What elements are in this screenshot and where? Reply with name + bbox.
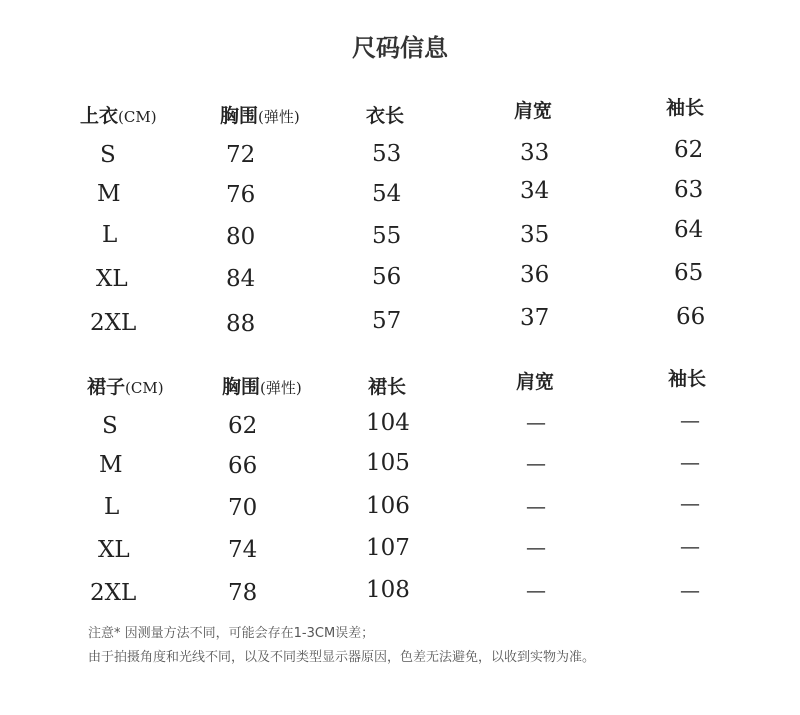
top-header-size-unit: (CM) — [118, 108, 157, 126]
skirt-row-l-sleeve: — — [680, 491, 700, 515]
skirt-row-xl-length: 107 — [366, 535, 410, 561]
skirt-row-m-size: M — [99, 452, 123, 478]
top-row-m-bust: 76 — [226, 182, 256, 208]
skirt-row-m-sleeve: — — [680, 450, 700, 474]
top-row-xl-sleeve: 65 — [674, 260, 704, 286]
top-row-l-shoulder: 35 — [520, 222, 550, 248]
measurement-note: 注意* 因测量方法不同，可能会存在1-3CM误差； — [88, 626, 375, 641]
skirt-row-xl-bust: 74 — [228, 537, 258, 563]
skirt-row-l-length: 106 — [366, 493, 410, 519]
top-header-shoulder: 肩宽 — [514, 100, 553, 122]
skirt-row-s-bust: 62 — [228, 413, 258, 439]
skirt-row-m-bust: 66 — [228, 453, 258, 479]
top-row-l-sleeve: 64 — [674, 217, 704, 243]
top-row-2xl-shoulder: 37 — [520, 305, 550, 331]
skirt-header-size-label: 裙子 — [87, 376, 126, 398]
skirt-row-2xl-bust: 78 — [228, 580, 258, 606]
top-row-l-length: 55 — [372, 223, 402, 249]
top-row-s-shoulder: 33 — [520, 140, 550, 166]
top-row-2xl-length: 57 — [372, 308, 402, 334]
top-row-m-size: M — [97, 181, 121, 207]
skirt-row-s-length: 104 — [366, 410, 410, 436]
skirt-row-l-bust: 70 — [228, 495, 258, 521]
skirt-header-bust — [222, 372, 302, 399]
top-row-m-shoulder: 34 — [520, 178, 550, 204]
top-row-xl-length: 56 — [372, 264, 402, 290]
skirt-row-s-shoulder: — — [526, 410, 546, 434]
skirt-header-length: 裙长 — [368, 376, 407, 398]
skirt-row-m-length: 105 — [366, 450, 410, 476]
top-row-m-sleeve: 63 — [674, 177, 704, 203]
top-header-size — [80, 101, 157, 128]
top-row-l-size: L — [102, 222, 118, 248]
skirt-row-xl-shoulder: — — [526, 535, 546, 559]
top-header-sleeve: 袖长 — [666, 97, 705, 119]
top-row-xl-bust: 84 — [226, 266, 256, 292]
skirt-header-bust-label: 胸围 — [222, 376, 261, 398]
skirt-row-l-size: L — [104, 494, 120, 520]
color-disclaimer-note: 由于拍摄角度和光线不同，以及不同类型显示器原因，色差无法避免，以收到实物为准。 — [88, 650, 596, 665]
top-row-2xl-sleeve: 66 — [676, 304, 706, 330]
skirt-row-s-size: S — [102, 413, 118, 439]
top-row-s-size: S — [100, 142, 116, 168]
top-row-xl-size: XL — [96, 266, 128, 292]
top-header-size-label: 上衣 — [80, 105, 119, 127]
skirt-row-2xl-length: 108 — [366, 577, 410, 603]
skirt-row-s-sleeve: — — [680, 408, 700, 432]
skirt-row-2xl-size: 2XL — [90, 580, 137, 606]
top-row-s-bust: 72 — [226, 142, 256, 168]
skirt-header-size-unit: (CM) — [125, 379, 164, 397]
top-row-xl-shoulder: 36 — [520, 262, 550, 288]
top-row-2xl-size: 2XL — [90, 310, 137, 336]
skirt-header-bust-unit: (弹性) — [260, 379, 302, 397]
page-title: 尺码信息 — [352, 34, 448, 62]
top-row-l-bust: 80 — [226, 224, 256, 250]
skirt-header-shoulder: 肩宽 — [516, 371, 555, 393]
top-header-bust-label: 胸围 — [220, 105, 259, 127]
skirt-row-2xl-sleeve: — — [680, 578, 700, 602]
top-row-m-length: 54 — [372, 181, 402, 207]
top-row-s-sleeve: 62 — [674, 137, 704, 163]
skirt-header-size — [87, 372, 164, 399]
skirt-row-xl-sleeve: — — [680, 534, 700, 558]
top-header-bust-unit: (弹性) — [258, 108, 300, 126]
skirt-row-xl-size: XL — [98, 537, 130, 563]
top-header-bust — [220, 101, 300, 128]
top-row-s-length: 53 — [372, 141, 402, 167]
top-header-length: 衣长 — [366, 105, 405, 127]
skirt-row-l-shoulder: — — [526, 494, 546, 518]
skirt-row-m-shoulder: — — [526, 451, 546, 475]
top-row-2xl-bust: 88 — [226, 311, 256, 337]
skirt-header-sleeve: 袖长 — [668, 368, 707, 390]
skirt-row-2xl-shoulder: — — [526, 578, 546, 602]
